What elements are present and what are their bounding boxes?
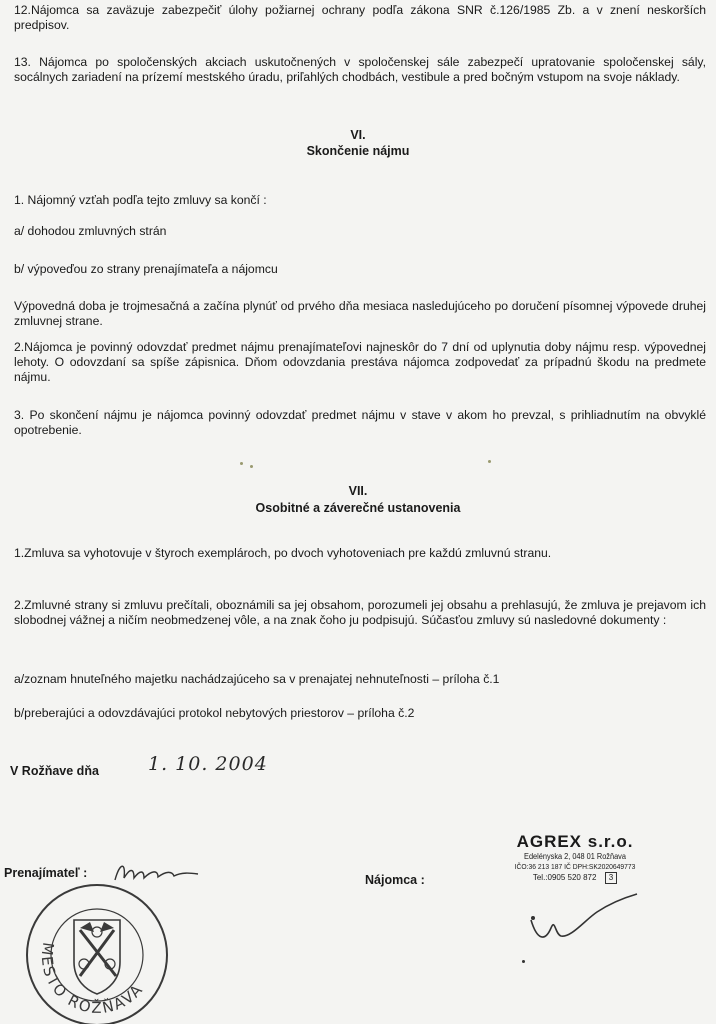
signing-place-label: V Rožňave dňa (10, 764, 99, 778)
clause-6-1a: a/ dohodou zmluvných strán (14, 224, 167, 238)
company-address: Edelényska 2, 048 01 Rožňava (524, 852, 626, 861)
clause-6-1: 1. Nájomný vzťah podľa tejto zmluvy sa končí : (14, 193, 267, 207)
section-7-title: Osobitné a záverečné ustanovenia (255, 501, 461, 515)
clause-6-1b: b/ výpoveďou zo strany prenajímateľa a nájomcu (14, 262, 278, 276)
tenant-label: Nájomca : (365, 873, 425, 887)
company-ids: IČO:36 213 187 IČ DPH:SK2020649773 (514, 862, 636, 871)
clause-6-2: 2.Nájomca je povinný odovzdať predmet nájmu prenajímateľovi najneskôr do 7 dní od uplynutia doby nájmu resp. výpovednej lehoty. O odovzdaní sa spíše zápisnica. Dňom odovzdania prestáva nájomca zodpovedať za prípadnú škodu na predmete nájmu. (14, 340, 706, 384)
scan-speck (250, 465, 253, 468)
clause-5-13: 13. Nájomca po spoločenských akciach uskutočnených v spoločenskej sále zabezpečí upratovanie spoločenskej sály, socálnych zariadení na prízemí mestského úradu, priľahlých chodbách, vestibule a pred bočným vstupom na svoje náklady. (14, 55, 706, 84)
tenant-signature (525, 890, 645, 950)
scan-speck (240, 462, 243, 465)
clause-5-12: 12.Nájomca sa zaväzuje zabezpečiť úlohy požiarnej ochrany podľa zákona SNR č.126/1985 Zb. a v znení neskorších predpisov. (14, 3, 706, 32)
company-box: 3 (605, 872, 617, 884)
section-6-number: VI. (350, 128, 366, 142)
scan-speck (488, 460, 491, 463)
clause-7-1: 1.Zmluva sa vyhotovuje v štyroch exemplároch, po dvoch vyhotoveniach pre každú zmluvnú stranu. (14, 546, 552, 560)
section-6-title: Skončenie nájmu (306, 144, 410, 158)
clause-6-notice: Výpovedná doba je trojmesačná a začína plynúť od prvého dňa mesiaca nasledujúceho po doručení písomnej výpovede druhej zmluvnej strane. (14, 299, 706, 328)
section-7-number: VII. (348, 484, 368, 498)
landlord-label: Prenajímateľ : (4, 866, 88, 880)
company-stamp (480, 832, 670, 884)
city-stamp-text: MESTO ROŽŇAVA (37, 941, 148, 1017)
scan-speck (522, 960, 525, 963)
clause-7-2b: b/preberajúci a odovzdávajúci protokol nebytových priestorov – príloha č.2 (14, 706, 415, 720)
svg-text:MESTO ROŽŇAVA (38, 941, 148, 1017)
company-name: AGREX s.r.o. (516, 832, 634, 851)
clause-7-2a: a/zoznam hnuteľného majetku nachádzajúceho sa v prenajatej nehnuteľnosti – príloha č.1 (14, 672, 500, 686)
clause-6-3: 3. Po skončení nájmu je nájomca povinný odovzdať predmet nájmu v stave v akom ho prevzal, s prihliadnutím na obvyklé opotrebenie. (14, 408, 706, 437)
handwritten-date: 1. 10. 2004 (148, 753, 268, 775)
city-stamp (22, 880, 172, 1024)
company-phone: Tel.:0905 520 872 (532, 873, 597, 882)
clause-7-2: 2.Zmluvné strany si zmluvu prečítali, oboznámili sa jej obsahom, porozumeli jej obsahu a prehlasujú, že zmluva je prejavom ich slobodnej vážnej a ničím neobmedzenej vôle, a na znak čoho ju podpisujú. Súčasťou zmluvy sú nasledovné dokumenty : (14, 598, 706, 627)
